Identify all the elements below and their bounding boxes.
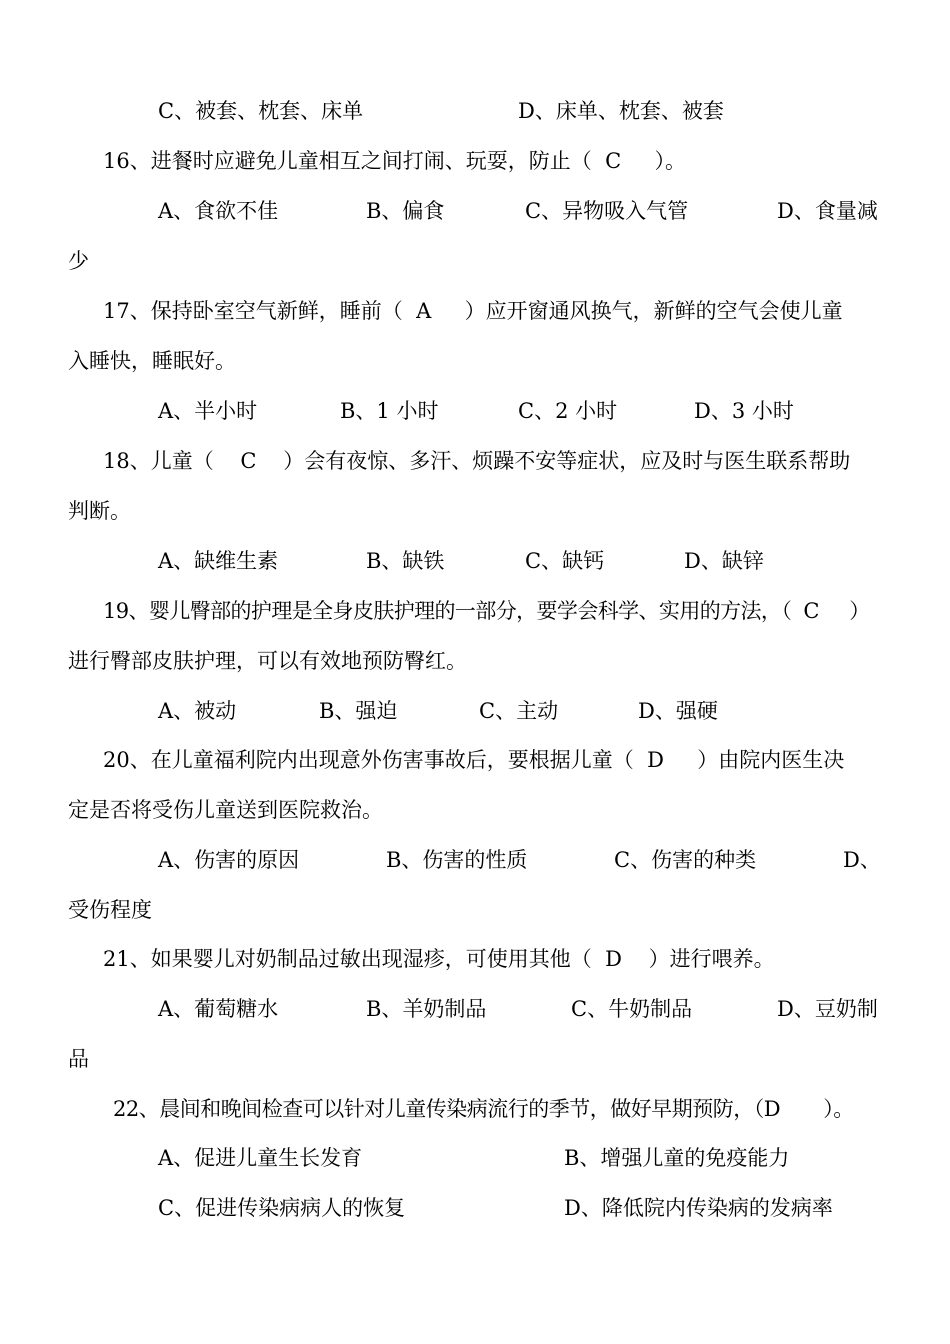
q22-text: 22、晨间和晚间检查可以针对儿童传染病流行的季节，做好早期预防，（D ）。 xyxy=(113,1097,854,1121)
q21-option-a: A、葡萄糖水 xyxy=(158,997,279,1021)
q16-option-b: B、偏食 xyxy=(366,199,445,223)
q19-option-b: B、强迫 xyxy=(319,699,398,723)
q20-option-a: A、伤害的原因 xyxy=(158,848,300,872)
q18-text: 18、儿童（ C ）会有夜惊、多汗、烦躁不安等症状，应及时与医生联系帮助 xyxy=(103,449,851,473)
q19-option-c: C、主动 xyxy=(479,699,559,723)
q17-option-d: D、3 小时 xyxy=(694,399,794,423)
q17-option-b: B、1 小时 xyxy=(340,399,439,423)
q21-option-c: C、牛奶制品 xyxy=(571,997,693,1021)
q17-text-wrap: 入睡快，睡眠好。 xyxy=(68,349,236,373)
q21-option-d-wrap: 品 xyxy=(68,1047,89,1071)
q20-text-wrap: 定是否将受伤儿童送到医院救治。 xyxy=(68,798,383,822)
q22-option-b: B、增强儿童的免疫能力 xyxy=(564,1146,790,1170)
q20-text: 20、在儿童福利院内出现意外伤害事故后，要根据儿童（ D ）由院内医生决 xyxy=(103,748,845,772)
q21-text: 21、如果婴儿对奶制品过敏出现湿疹，可使用其他（ D ）进行喂养。 xyxy=(103,947,775,971)
q22-option-c: C、促进传染病病人的恢复 xyxy=(158,1196,406,1220)
q20-option-b: B、伤害的性质 xyxy=(386,848,528,872)
q19-text-wrap: 进行臀部皮肤护理，可以有效地预防臀红。 xyxy=(68,649,467,673)
q17-text: 17、保持卧室空气新鲜，睡前（ A ）应开窗通风换气，新鲜的空气会使儿童 xyxy=(103,299,843,323)
q16-option-c: C、异物吸入气管 xyxy=(525,199,689,223)
q20-option-d-wrap: 受伤程度 xyxy=(68,898,152,922)
q16-option-d: D、食量减 xyxy=(777,199,878,223)
q18-option-d: D、缺锌 xyxy=(684,549,764,573)
q16-option-d-wrap: 少 xyxy=(68,249,89,273)
q18-option-b: B、缺铁 xyxy=(366,549,445,573)
q15-option-d: D、床单、枕套、被套 xyxy=(518,99,724,123)
q19-option-d: D、强硬 xyxy=(638,699,718,723)
q20-option-c: C、伤害的种类 xyxy=(614,848,757,872)
q18-option-a: A、缺维生素 xyxy=(158,549,279,573)
q19-text: 19、婴儿臀部的护理是全身皮肤护理的一部分，要学会科学、实用的方法，（ C ） xyxy=(103,599,870,623)
q21-option-b: B、羊奶制品 xyxy=(366,997,487,1021)
q18-option-c: C、缺钙 xyxy=(525,549,605,573)
q16-text: 16、进餐时应避免儿童相互之间打闹、玩耍，防止（ C ）。 xyxy=(103,149,687,173)
q18-text-wrap: 判断。 xyxy=(68,499,131,523)
q17-option-c: C、2 小时 xyxy=(518,399,618,423)
q20-option-d: D、 xyxy=(843,848,881,872)
q19-option-a: A、被动 xyxy=(158,699,237,723)
q16-option-a: A、食欲不佳 xyxy=(158,199,279,223)
q21-option-d: D、豆奶制 xyxy=(777,997,878,1021)
q17-option-a: A、半小时 xyxy=(158,399,258,423)
q22-option-d: D、降低院内传染病的发病率 xyxy=(564,1196,833,1220)
q22-option-a: A、促进儿童生长发育 xyxy=(158,1146,363,1170)
q15-option-c: C、被套、枕套、床单 xyxy=(158,99,364,123)
